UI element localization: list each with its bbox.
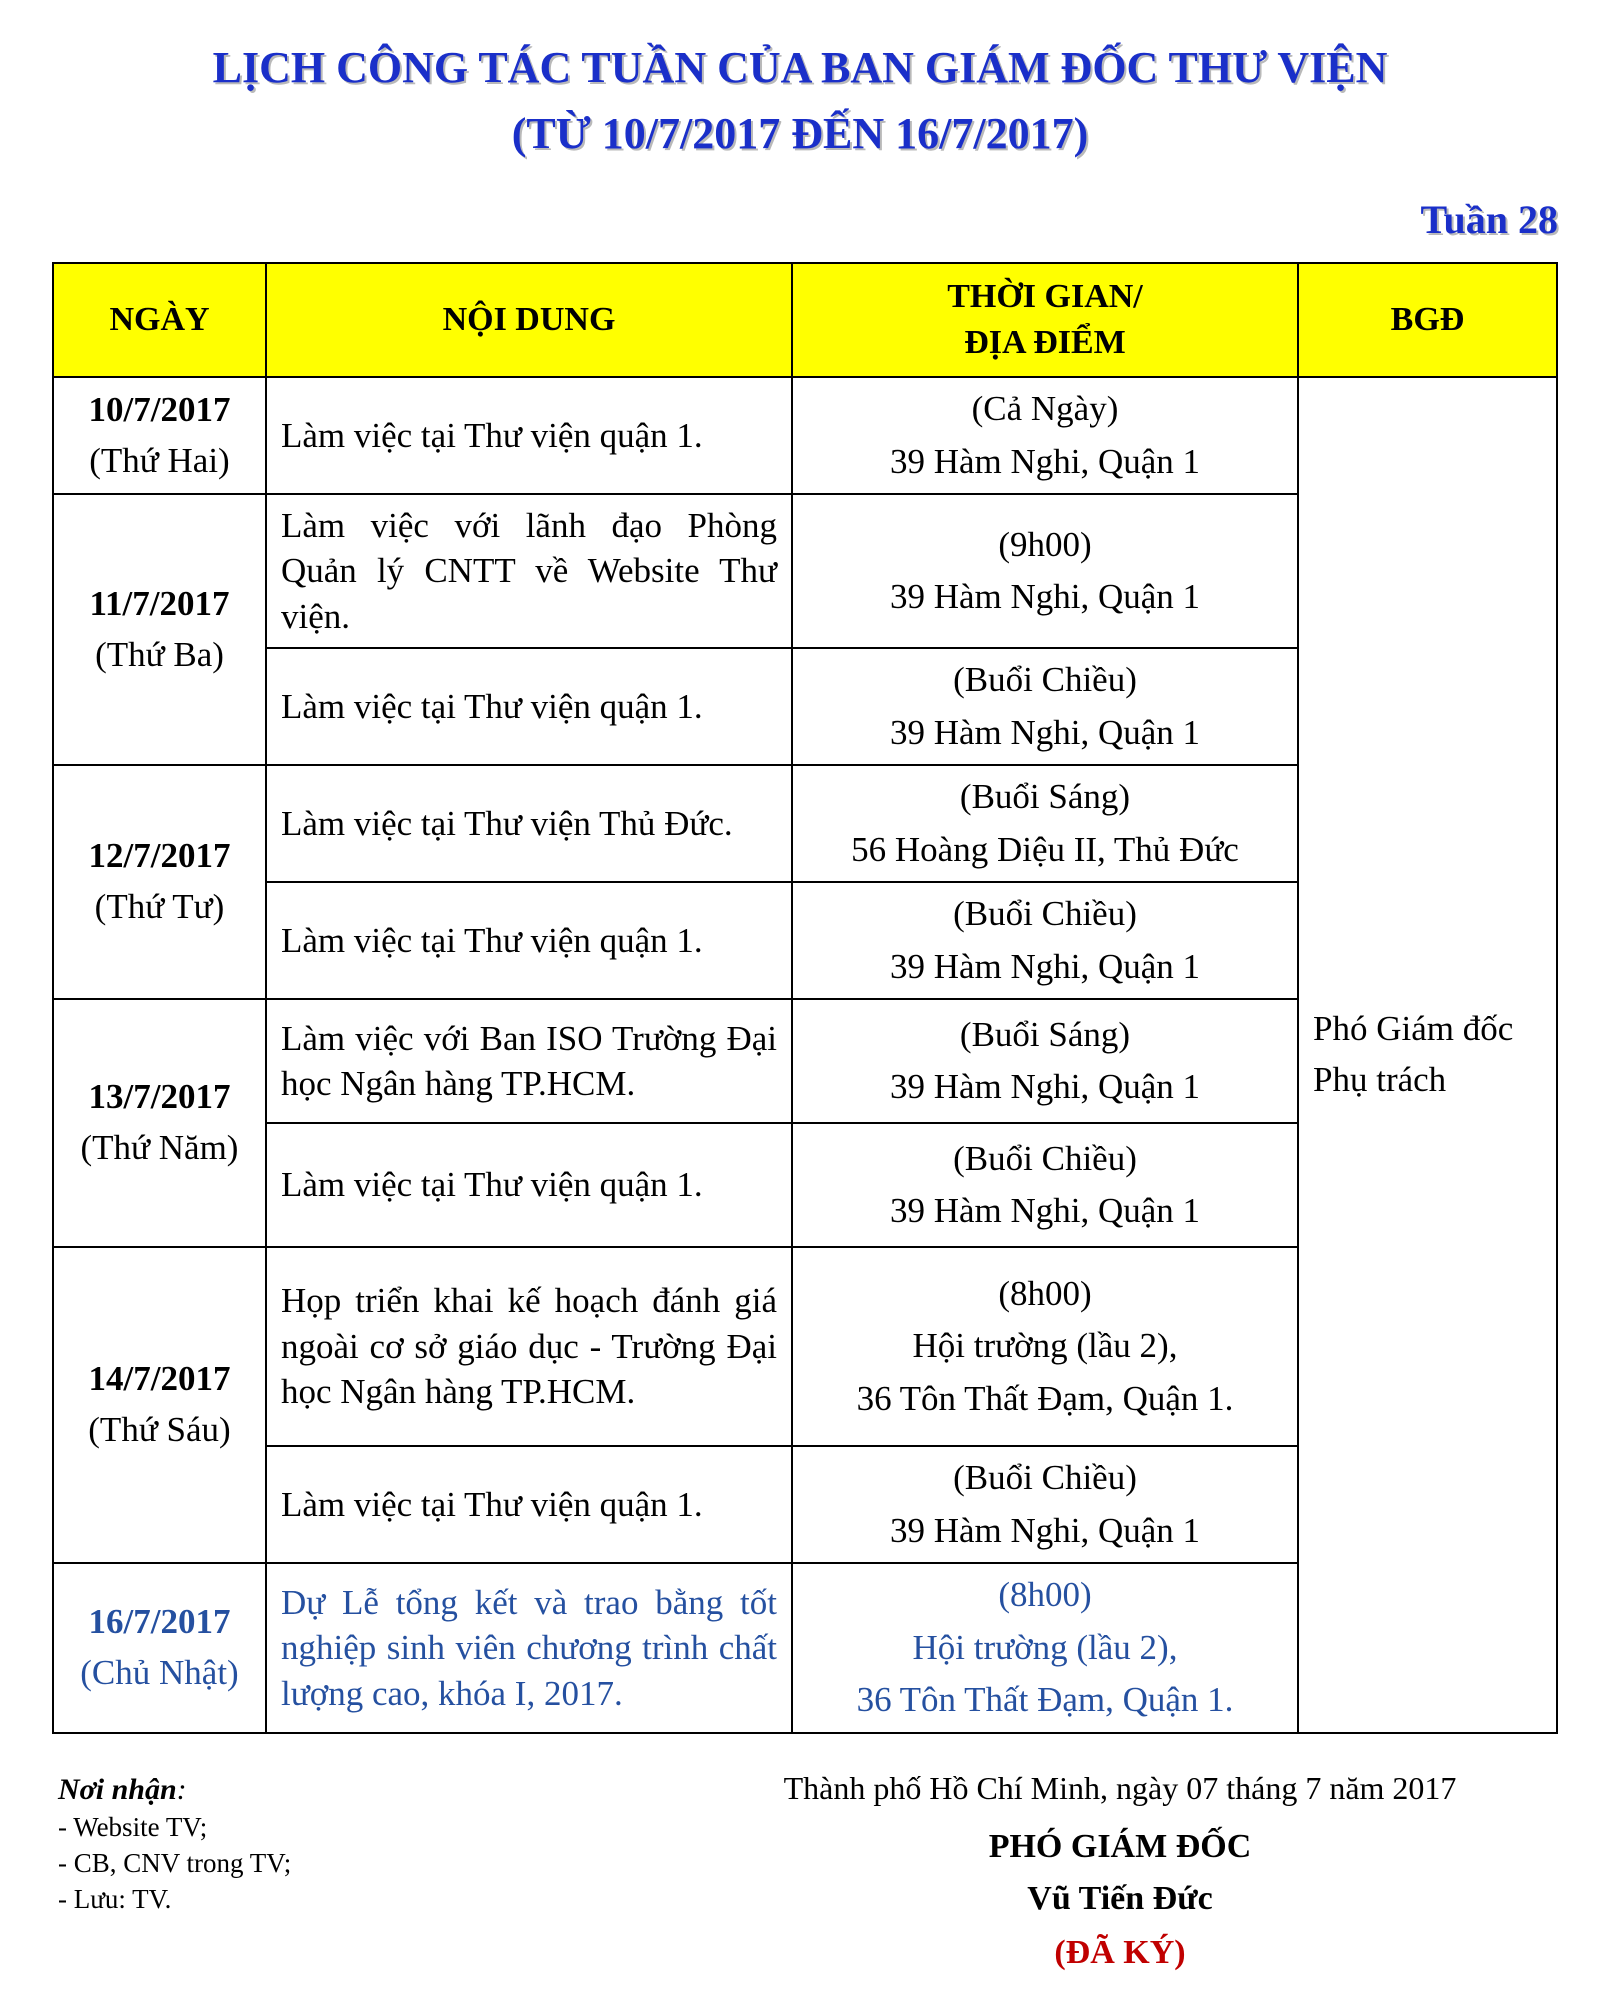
weekday: (Thứ Sáu) — [88, 1410, 231, 1449]
header-bgd: BGĐ — [1298, 263, 1557, 377]
weekday: (Thứ Ba) — [95, 634, 224, 674]
place-date: Thành phố Hồ Chí Minh, ngày 07 tháng 7 năm 2017 — [783, 1770, 1457, 1806]
recipients-title: Nơi nhận — [58, 1773, 177, 1806]
time: (Buổi Sáng) — [959, 1014, 1131, 1054]
time-place-cell — [792, 999, 1298, 1123]
content-cell: Làm việc với lãnh đạo Phòng Quản lý CNTT về Website Thư viện. — [266, 494, 792, 648]
header-content: NỘI DUNG — [266, 263, 792, 377]
content-cell: Dự Lễ tổng kết và trao bằng tốt nghiệp sinh viên chương trình chất lượng cao, khóa I, 2017. — [266, 1563, 792, 1733]
signer-name: Vũ Tiến Đức — [1027, 1879, 1213, 1917]
place: 56 Hoàng Diệu II, Thủ Đức — [851, 829, 1239, 869]
recipient-item: - Website TV; — [58, 1811, 208, 1842]
time: (Buổi Chiều) — [953, 1458, 1137, 1497]
place: 39 Hàm Nghi, Quận 1 — [889, 441, 1201, 481]
time-place-cell — [792, 1247, 1298, 1446]
bgd-value-line2: Phụ trách — [1313, 1060, 1447, 1099]
time-place-cell — [792, 377, 1298, 494]
time: (Buổi Chiều) — [953, 894, 1137, 933]
time: (8h00) — [998, 1273, 1092, 1313]
time: (Cả Ngày) — [971, 389, 1119, 428]
time: (Buổi Chiều) — [953, 660, 1137, 699]
weekday: (Chủ Nhật) — [80, 1653, 239, 1692]
recipients-block — [58, 1770, 291, 1918]
date: 13/7/2017 — [88, 1077, 231, 1117]
content-cell: Họp triển khai kế hoạch đánh giá ngoài cơ sở giáo dục - Trường Đại học Ngân hàng TP.HCM. — [266, 1247, 792, 1446]
recipients-heading — [58, 1770, 291, 1810]
content-cell: Làm việc tại Thư viện Thủ Đức. — [266, 765, 792, 882]
place: Hội trường (lầu 2), — [912, 1627, 1178, 1667]
signed-stamp: (ĐÃ KÝ) — [1054, 1933, 1186, 1971]
signature-block — [740, 1768, 1500, 1972]
date-cell — [53, 377, 266, 494]
date-cell — [53, 999, 266, 1247]
schedule-table — [52, 262, 1558, 1734]
date-cell — [53, 1247, 266, 1563]
time: (8h00) — [998, 1575, 1092, 1615]
header-date: NGÀY — [53, 263, 266, 377]
place: 39 Hàm Nghi, Quận 1 — [889, 946, 1201, 986]
date-cell — [53, 765, 266, 999]
document-subtitle-date-range: (TỪ 10/7/2017 ĐẾN 16/7/2017) — [511, 109, 1089, 158]
time: (Buổi Chiều) — [953, 1138, 1137, 1178]
content-cell: Làm việc tại Thư viện quận 1. — [266, 1123, 792, 1247]
place-address: 36 Tôn Thất Đạm, Quận 1. — [856, 1680, 1234, 1720]
time-place-cell — [792, 1123, 1298, 1247]
weekday: (Thứ Tư) — [94, 887, 225, 926]
time-place-cell — [792, 1446, 1298, 1563]
header-time-place — [792, 263, 1298, 377]
date: 12/7/2017 — [88, 836, 231, 876]
place: Hội trường (lầu 2), — [912, 1326, 1178, 1366]
content-cell: Làm việc tại Thư viện quận 1. — [266, 648, 792, 765]
table-header-row — [53, 263, 1557, 377]
time-place-cell — [792, 882, 1298, 999]
place: 39 Hàm Nghi, Quận 1 — [889, 1067, 1201, 1106]
time-place-cell — [792, 765, 1298, 882]
time: (9h00) — [998, 524, 1092, 564]
weekday: (Thứ Hai) — [89, 440, 230, 480]
content-cell: Làm việc tại Thư viện quận 1. — [266, 1446, 792, 1563]
date: 14/7/2017 — [88, 1359, 231, 1399]
content-cell: Làm việc tại Thư viện quận 1. — [266, 377, 792, 494]
time-place-cell — [792, 494, 1298, 648]
table-row — [53, 377, 1557, 494]
week-number: Tuần 28 — [1420, 197, 1558, 242]
place: 39 Hàm Nghi, Quận 1 — [889, 712, 1201, 752]
signer-role: PHÓ GIÁM ĐỐC — [988, 1827, 1252, 1865]
content-cell: Làm việc với Ban ISO Trường Đại học Ngân hàng TP.HCM. — [266, 999, 792, 1123]
date-cell — [53, 494, 266, 765]
place: 39 Hàm Nghi, Quận 1 — [889, 1191, 1201, 1230]
header-time: THỜI GIAN/ — [947, 278, 1143, 316]
content-cell: Làm việc tại Thư viện quận 1. — [266, 882, 792, 999]
document-title: LỊCH CÔNG TÁC TUẦN CỦA BAN GIÁM ĐỐC THƯ VIỆN — [212, 43, 1388, 92]
date: 16/7/2017 — [88, 1602, 231, 1642]
header-place: ĐỊA ĐIỂM — [964, 324, 1126, 361]
bgd-value-line1: Phó Giám đốc — [1313, 1009, 1514, 1049]
place: 39 Hàm Nghi, Quận 1 — [889, 577, 1201, 616]
place: 39 Hàm Nghi, Quận 1 — [889, 1510, 1201, 1550]
recipients-colon: : — [176, 1773, 187, 1806]
bgd-cell — [1298, 377, 1557, 1733]
date-cell — [53, 1563, 266, 1733]
time-place-cell — [792, 648, 1298, 765]
time-place-cell — [792, 1563, 1298, 1733]
date: 11/7/2017 — [89, 583, 230, 623]
place-address: 36 Tôn Thất Đạm, Quận 1. — [856, 1378, 1234, 1418]
time: (Buổi Sáng) — [959, 777, 1131, 816]
date: 10/7/2017 — [88, 389, 231, 429]
weekday: (Thứ Năm) — [80, 1128, 239, 1167]
recipient-item: - CB, CNV trong TV; — [58, 1847, 292, 1878]
recipient-item: - Lưu: TV. — [58, 1883, 172, 1914]
